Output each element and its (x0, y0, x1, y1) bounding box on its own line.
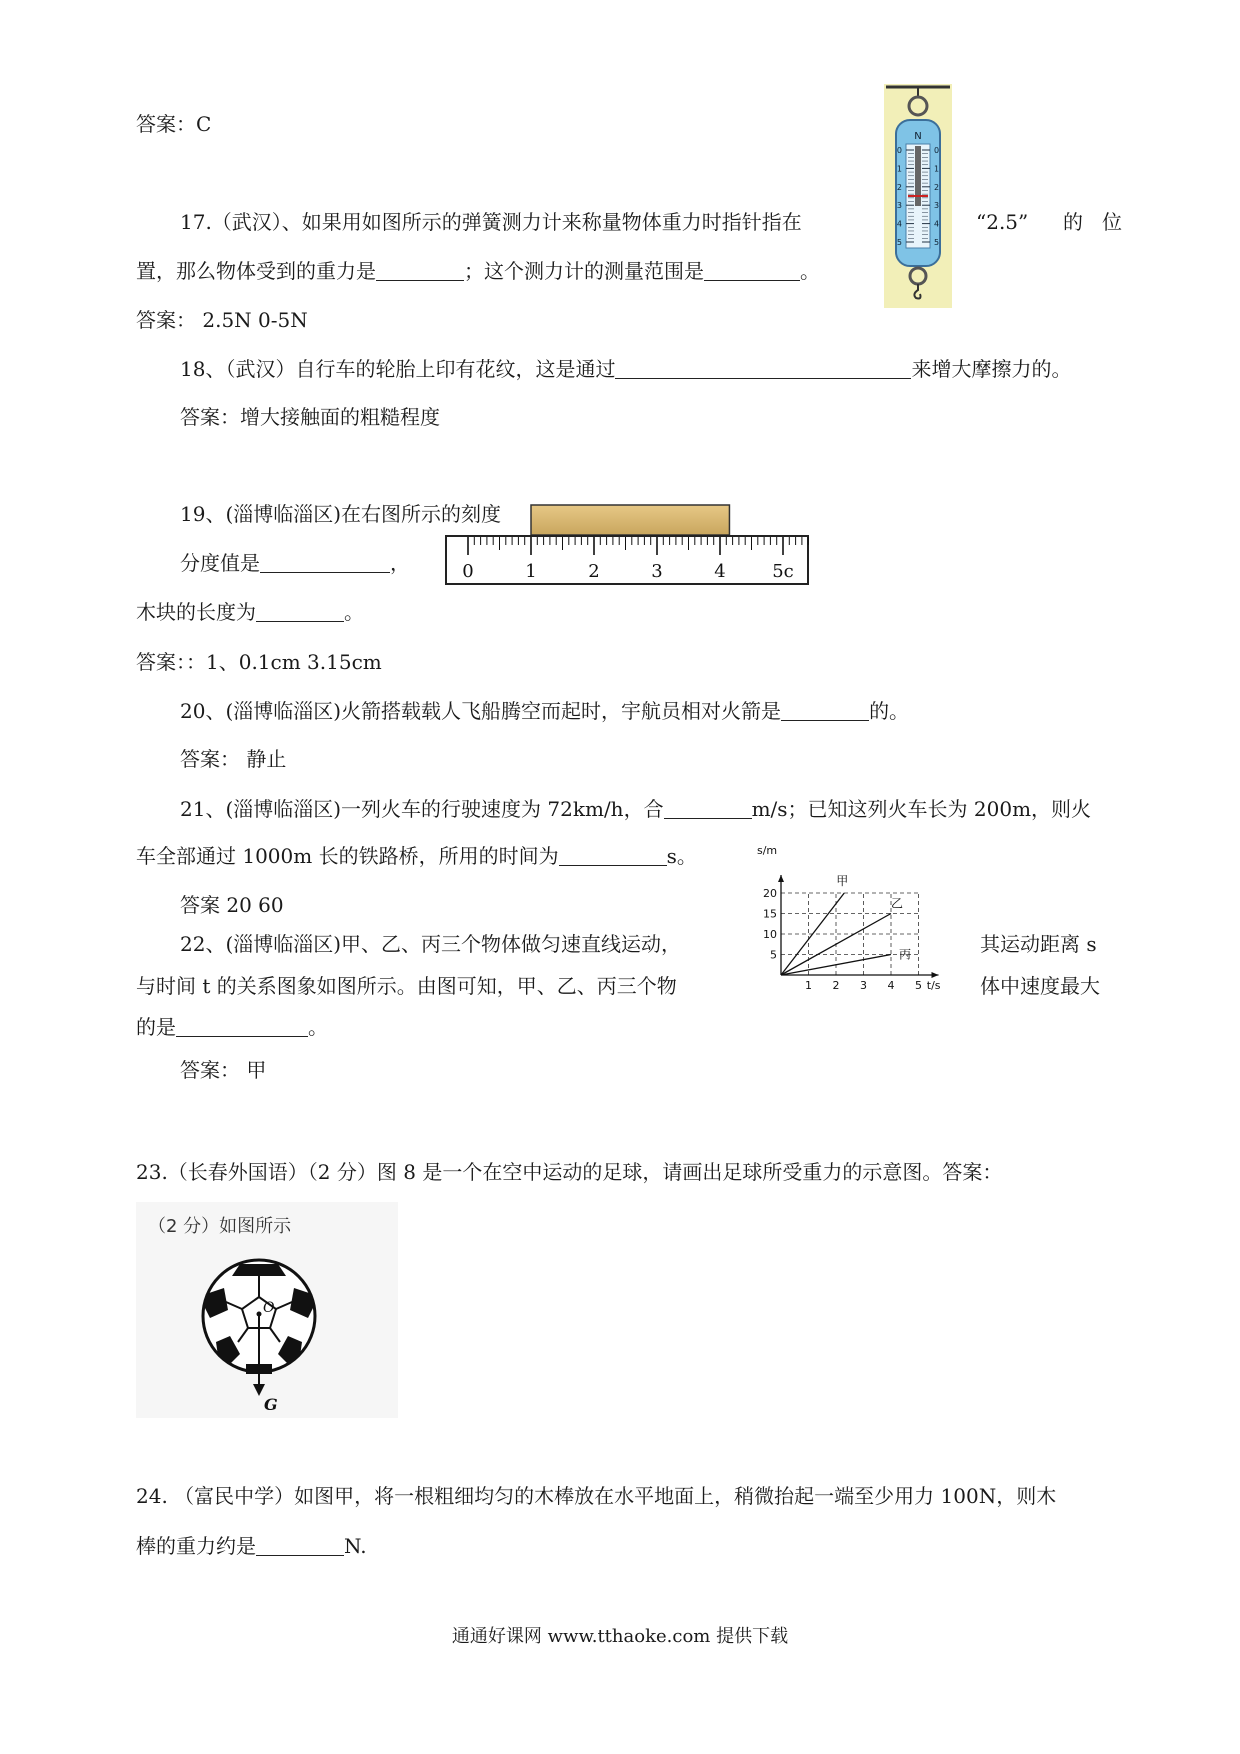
q17-line2-text-a: 置，那么物体受到的重力是 (136, 259, 376, 283)
q21-text-b: m/s；已知这列火车长为 200m，则火 (751, 797, 1092, 821)
q19-comma: ， (390, 551, 410, 575)
q17-wei: 位 (1102, 210, 1122, 234)
q20-blank[interactable] (781, 700, 869, 721)
chart-x-arrow-icon (932, 972, 939, 978)
chart-y-tick-label: 10 (763, 928, 777, 941)
ruler-label: 4 (714, 561, 726, 582)
q22-answer: 答案： 甲 (180, 1058, 267, 1082)
q24-text-b: N. (344, 1534, 367, 1558)
scale-left-number: 0 (896, 146, 902, 155)
chart-x-tick-label: 5 (915, 979, 922, 992)
scale-left-number: 3 (896, 201, 902, 211)
q18-text-b: 来增大摩擦力的。 (911, 357, 1072, 381)
chart-series-label: 乙 (891, 896, 904, 911)
spring-scale-svg (884, 84, 952, 308)
chart-y-tick-label: 20 (763, 887, 777, 900)
spring-scale-figure (884, 84, 952, 308)
q18-question (180, 355, 1071, 383)
scale-right-number: 2 (934, 182, 940, 192)
q24-line1: 24. （富民中学）如图甲，将一根粗细均匀的木棒放在水平地面上，稍微抬起一端至少用力 100N，则木 (136, 1484, 1057, 1508)
q17-weight-blank[interactable] (376, 260, 464, 281)
q17-quote: “2.5” (976, 210, 1029, 234)
q22-line3-text: 的是 (136, 1015, 176, 1039)
scale-left-number: 1 (896, 164, 902, 174)
q24-text-a: 棒的重力约是 (136, 1534, 256, 1558)
q19-period: 。 (344, 600, 364, 624)
chart-y-axis-label: s/m (757, 844, 778, 857)
q22-line1-right: 其运动距离 s (980, 932, 1097, 956)
chart-x-tick-label: 1 (805, 979, 812, 992)
q22-line2-right: 体中速度最大 (980, 974, 1100, 998)
center-label: O (263, 1300, 275, 1316)
ruler-label: 3 (651, 561, 663, 582)
q19-division-blank[interactable] (260, 552, 390, 573)
q17-range-blank[interactable] (704, 260, 800, 281)
ruler-label: 2 (588, 561, 600, 582)
q21-answer: 答案 20 60 (180, 893, 284, 917)
scale-unit-letter: N (914, 131, 922, 142)
chart-series-label: 甲 (836, 874, 849, 888)
q19-line2-text: 分度值是 (180, 551, 260, 575)
q20-question (180, 697, 909, 725)
chart-y-arrow-icon (778, 875, 784, 882)
chart-x-tick-label: 3 (860, 979, 867, 992)
scale-right-number: 1 (934, 164, 940, 174)
st-chart-svg (755, 842, 961, 997)
q21-text-d: s。 (666, 844, 697, 868)
q24-line2 (136, 1532, 367, 1560)
q22-blank[interactable] (176, 1016, 308, 1037)
scale-left-number: 4 (896, 219, 902, 229)
q19-answer: 答案：：1、0.1cm 3.15cm (136, 650, 382, 674)
football-caption: （2 分）如图所示 (148, 1216, 292, 1237)
football-figure (136, 1202, 398, 1418)
q19-line2 (180, 549, 410, 577)
q21-time-blank[interactable] (559, 845, 667, 866)
q19-length-blank[interactable] (256, 601, 344, 622)
st-chart (755, 842, 961, 997)
q20-text-b: 的。 (869, 699, 910, 723)
q18-text-a: 18、（武汉）自行车的轮胎上印有花纹，这是通过 (180, 357, 616, 381)
q21-text-c: 车全部通过 1000m 长的铁路桥，所用的时间为 (136, 844, 559, 868)
q20-text-a: 20、(淄博临淄区)火箭搭载载人飞船腾空而起时，宇航员相对火箭是 (180, 699, 782, 723)
q22-line3 (136, 1013, 328, 1041)
q17-line2 (136, 257, 820, 285)
chart-x-tick-label: 4 (887, 979, 895, 992)
q19-line1: 19、(淄博临淄区)在右图所示的刻度 (180, 502, 502, 526)
scale-right-number: 0 (934, 146, 940, 155)
q17-de: 的 (1063, 210, 1083, 234)
q22-line1: 22、(淄博临淄区)甲、乙、丙三个物体做匀速直线运动， (180, 932, 682, 956)
q21-text-a: 21、(淄博临淄区)一列火车的行驶速度为 72km/h，合 (180, 797, 664, 821)
scale-left-number: 2 (896, 182, 902, 192)
q21-speed-blank[interactable] (664, 798, 752, 819)
q24-blank[interactable] (256, 1535, 344, 1556)
q16-answer: 答案：C (136, 112, 212, 136)
chart-x-tick-label: 2 (832, 979, 840, 992)
ruler-label: 1 (525, 561, 537, 582)
ruler-label: 5c (772, 561, 794, 582)
scale-right-number: 4 (934, 219, 940, 229)
football-top-patch (232, 1264, 286, 1276)
q21-line2 (136, 842, 697, 870)
q17-line1: 17.（武汉）、如果用如图所示的弹簧测力计来称量物体重力时指针指在 (180, 210, 802, 234)
football-svg (136, 1202, 398, 1418)
q20-answer: 答案： 静止 (180, 747, 287, 771)
q22-line2: 与时间 t 的关系图象如图所示。由图可知，甲、乙、丙三个物 (136, 974, 677, 998)
ruler-body (446, 536, 808, 584)
q18-answer: 答案：增大接触面的粗糙程度 (180, 405, 440, 429)
page-footer: 通通好课网 www.tthaoke.com 提供下载 (451, 1626, 789, 1647)
chart-series-label: 丙 (899, 947, 912, 962)
q19-line3 (136, 598, 364, 626)
q23-question: 23.（长春外国语）（2 分）图 8 是一个在空中运动的足球，请画出足球所受重力的示意图。答案： (136, 1160, 1003, 1184)
wood-block (531, 505, 729, 535)
scale-left-number: 5 (896, 238, 902, 247)
gravity-label: G (264, 1395, 278, 1414)
q19-line3-text: 木块的长度为 (136, 600, 256, 624)
scale-right-number: 3 (934, 201, 940, 211)
scale-right-number: 5 (934, 238, 940, 247)
q18-blank[interactable] (615, 358, 911, 379)
q21-line1 (180, 795, 1091, 823)
q22-period: 。 (308, 1015, 328, 1039)
ruler-svg (444, 503, 812, 585)
q17-line2-text-c: 。 (800, 259, 820, 283)
q17-answer: 答案： 2.5N 0-5N (136, 308, 308, 332)
chart-y-tick-label: 5 (770, 948, 777, 962)
ruler-figure (444, 503, 812, 585)
chart-x-axis-label: t/s (926, 979, 941, 992)
ruler-label: 0 (462, 561, 474, 582)
q17-line2-text-b: ；这个测力计的测量范围是 (464, 259, 704, 283)
chart-y-tick-label: 15 (763, 907, 777, 921)
